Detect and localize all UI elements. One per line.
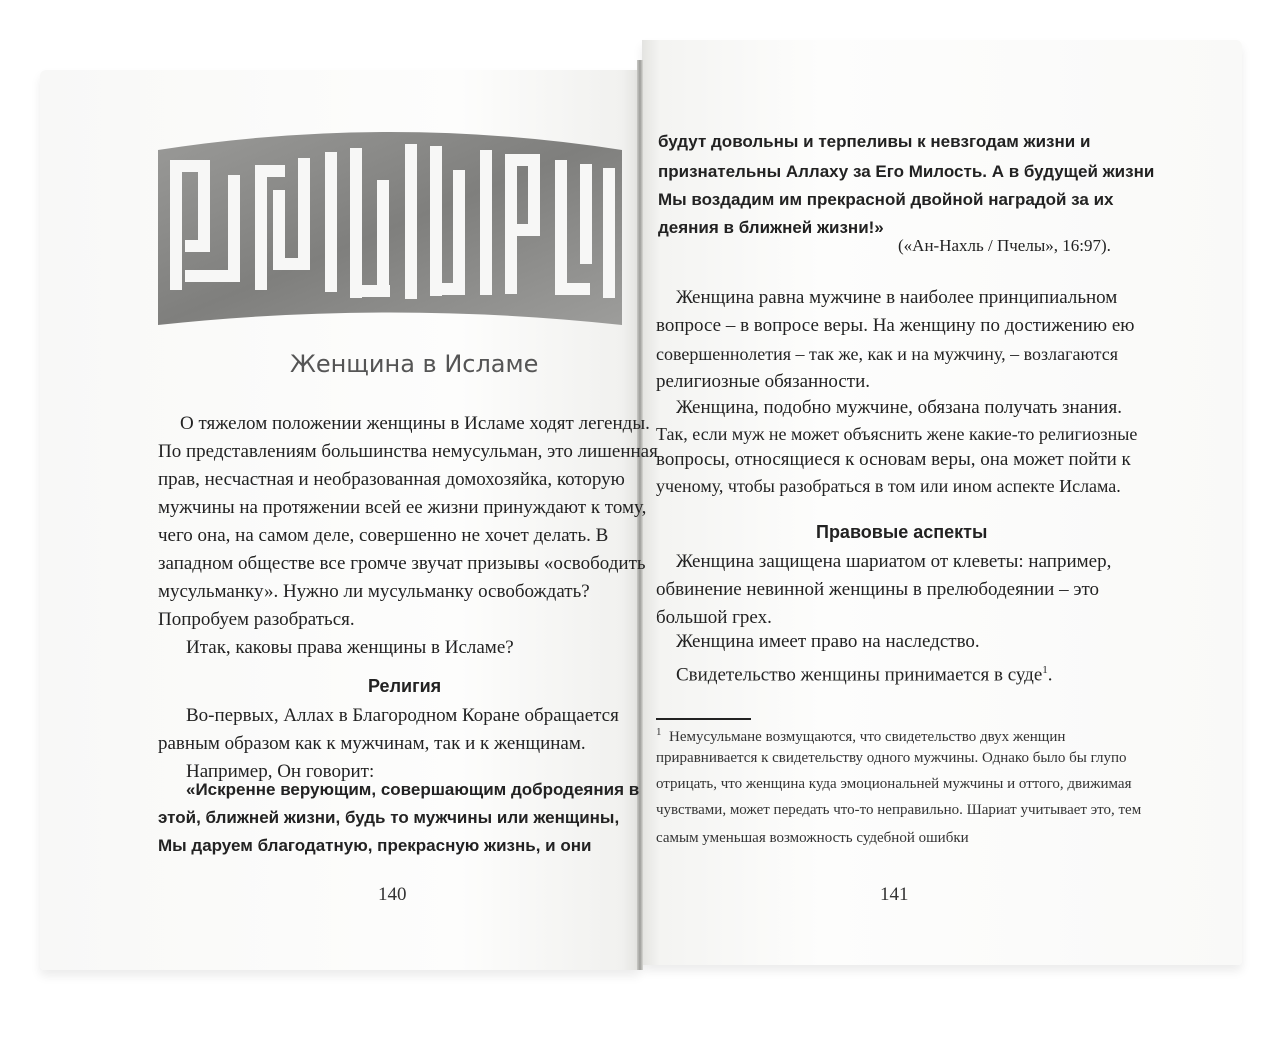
- footnote-line: [656, 720, 1065, 749]
- quote-continued-line: признательны Аллаху за Его Милость. А в будущей жизни: [658, 162, 1155, 181]
- intro-line: Попробуем разобраться.: [158, 609, 355, 630]
- paragraph-line: Женщина защищена шариатом от клеветы: например,: [676, 551, 1112, 572]
- footnote-line: отрицать, что женщина куда эмоциональней мужчины и оттого, движимая: [656, 776, 1132, 792]
- paragraph-line: религиозные обязанности.: [656, 371, 871, 392]
- section-title-religion: Религия: [368, 676, 442, 696]
- paragraph-line: вопросы, относящиеся к основам веры, она может пойти к: [656, 449, 1131, 470]
- footnote-line: приравнивается к свидетельству одного мужчины. Однако было бы глупо: [656, 750, 1127, 766]
- page-number-right: 141: [880, 884, 909, 905]
- footnote-line: самым уменьшая возможность судебной ошибки: [656, 830, 969, 846]
- paragraph-line: Так, если муж не может объяснить жене какие-то религиозные: [656, 424, 1138, 444]
- paragraph-line: ученому, чтобы разобраться в том или ином аспекте Ислама.: [656, 476, 1121, 496]
- intro-line: мужчины на протяжении всей ее жизни принуждают к тому,: [158, 497, 647, 518]
- paragraph-line: совершеннолетия – так же, как и на мужчину, – возлагаются: [656, 344, 1119, 364]
- footnote-number: 1: [656, 726, 662, 738]
- paragraph-line: Женщина, подобно мужчине, обязана получать знания.: [676, 397, 1122, 418]
- quote-citation: («Ан-Нахль / Пчелы», 16:97).: [898, 236, 1111, 255]
- quote-line: Мы даруем благодатную, прекрасную жизнь, и они: [158, 836, 592, 855]
- chapter-title: Женщина в Исламе: [290, 350, 539, 378]
- paragraph-line: Женщина равна мужчине в наиболее принципиальном: [676, 287, 1118, 308]
- testimony-line: Свидетельство женщины принимается в суде$^1$.: [676, 664, 1053, 686]
- testimony-text: Свидетельство женщины принимается в суде: [676, 664, 1043, 686]
- quote-continued-line: Мы воздадим им прекрасной двойной наградой за их: [658, 190, 1114, 209]
- section-title-legal: Правовые аспекты: [816, 522, 988, 542]
- page-number-left: 140: [378, 884, 407, 905]
- intro-line: западном обществе все громче звучат призывы «освободить: [158, 553, 646, 574]
- section-text-line: равным образом как к мужчинам, так и к женщинам.: [158, 733, 586, 754]
- kufic-calligraphy-icon: [155, 120, 625, 330]
- intro-line: чего она, на самом деле, совершенно не хочет делать. В: [158, 525, 609, 546]
- quote-continued-line: будут довольны и терпеливы к невзгодам жизни и: [658, 132, 1091, 151]
- footnote-reference[interactable]: 1: [1042, 664, 1048, 676]
- quote-line: этой, ближней жизни, будь то мужчины или женщины,: [158, 808, 620, 827]
- intro-line: По представлениям большинства немусульман, это лишенная: [158, 441, 658, 462]
- paragraph-line: обвинение невинной женщины в прелюбодеянии – это: [656, 579, 1100, 600]
- paragraph-line: большой грех.: [656, 607, 772, 628]
- intro-line: прав, несчастная и необразованная домохозяйка, которую: [158, 469, 625, 490]
- intro-line: О тяжелом положении женщины в Исламе ходят легенды.: [180, 413, 650, 434]
- inheritance-line: Женщина имеет право на наследство.: [676, 631, 980, 652]
- quote-line: «Искренне верующим, совершающим добродеяния в: [186, 780, 640, 799]
- footnote-line: чувствами, может передать что-то неправильно. Шариат учитывает это, тем: [656, 802, 1142, 818]
- section-text-line: Во-первых, Аллах в Благородном Коране обращается: [186, 705, 619, 726]
- quote-continued-line: деяния в ближней жизни!»: [658, 218, 884, 237]
- footnote-text: Немусульмане возмущаются, что свидетельство двух женщин: [669, 729, 1066, 745]
- paragraph-line: вопросе – в вопросе веры. На женщину по достижению ею: [656, 315, 1135, 336]
- example-intro: Например, Он говорит:: [186, 761, 375, 782]
- intro-line: мусульманку». Нужно ли мусульманку освобождать?: [158, 581, 590, 602]
- question-line: Итак, каковы права женщины в Исламе?: [186, 637, 514, 658]
